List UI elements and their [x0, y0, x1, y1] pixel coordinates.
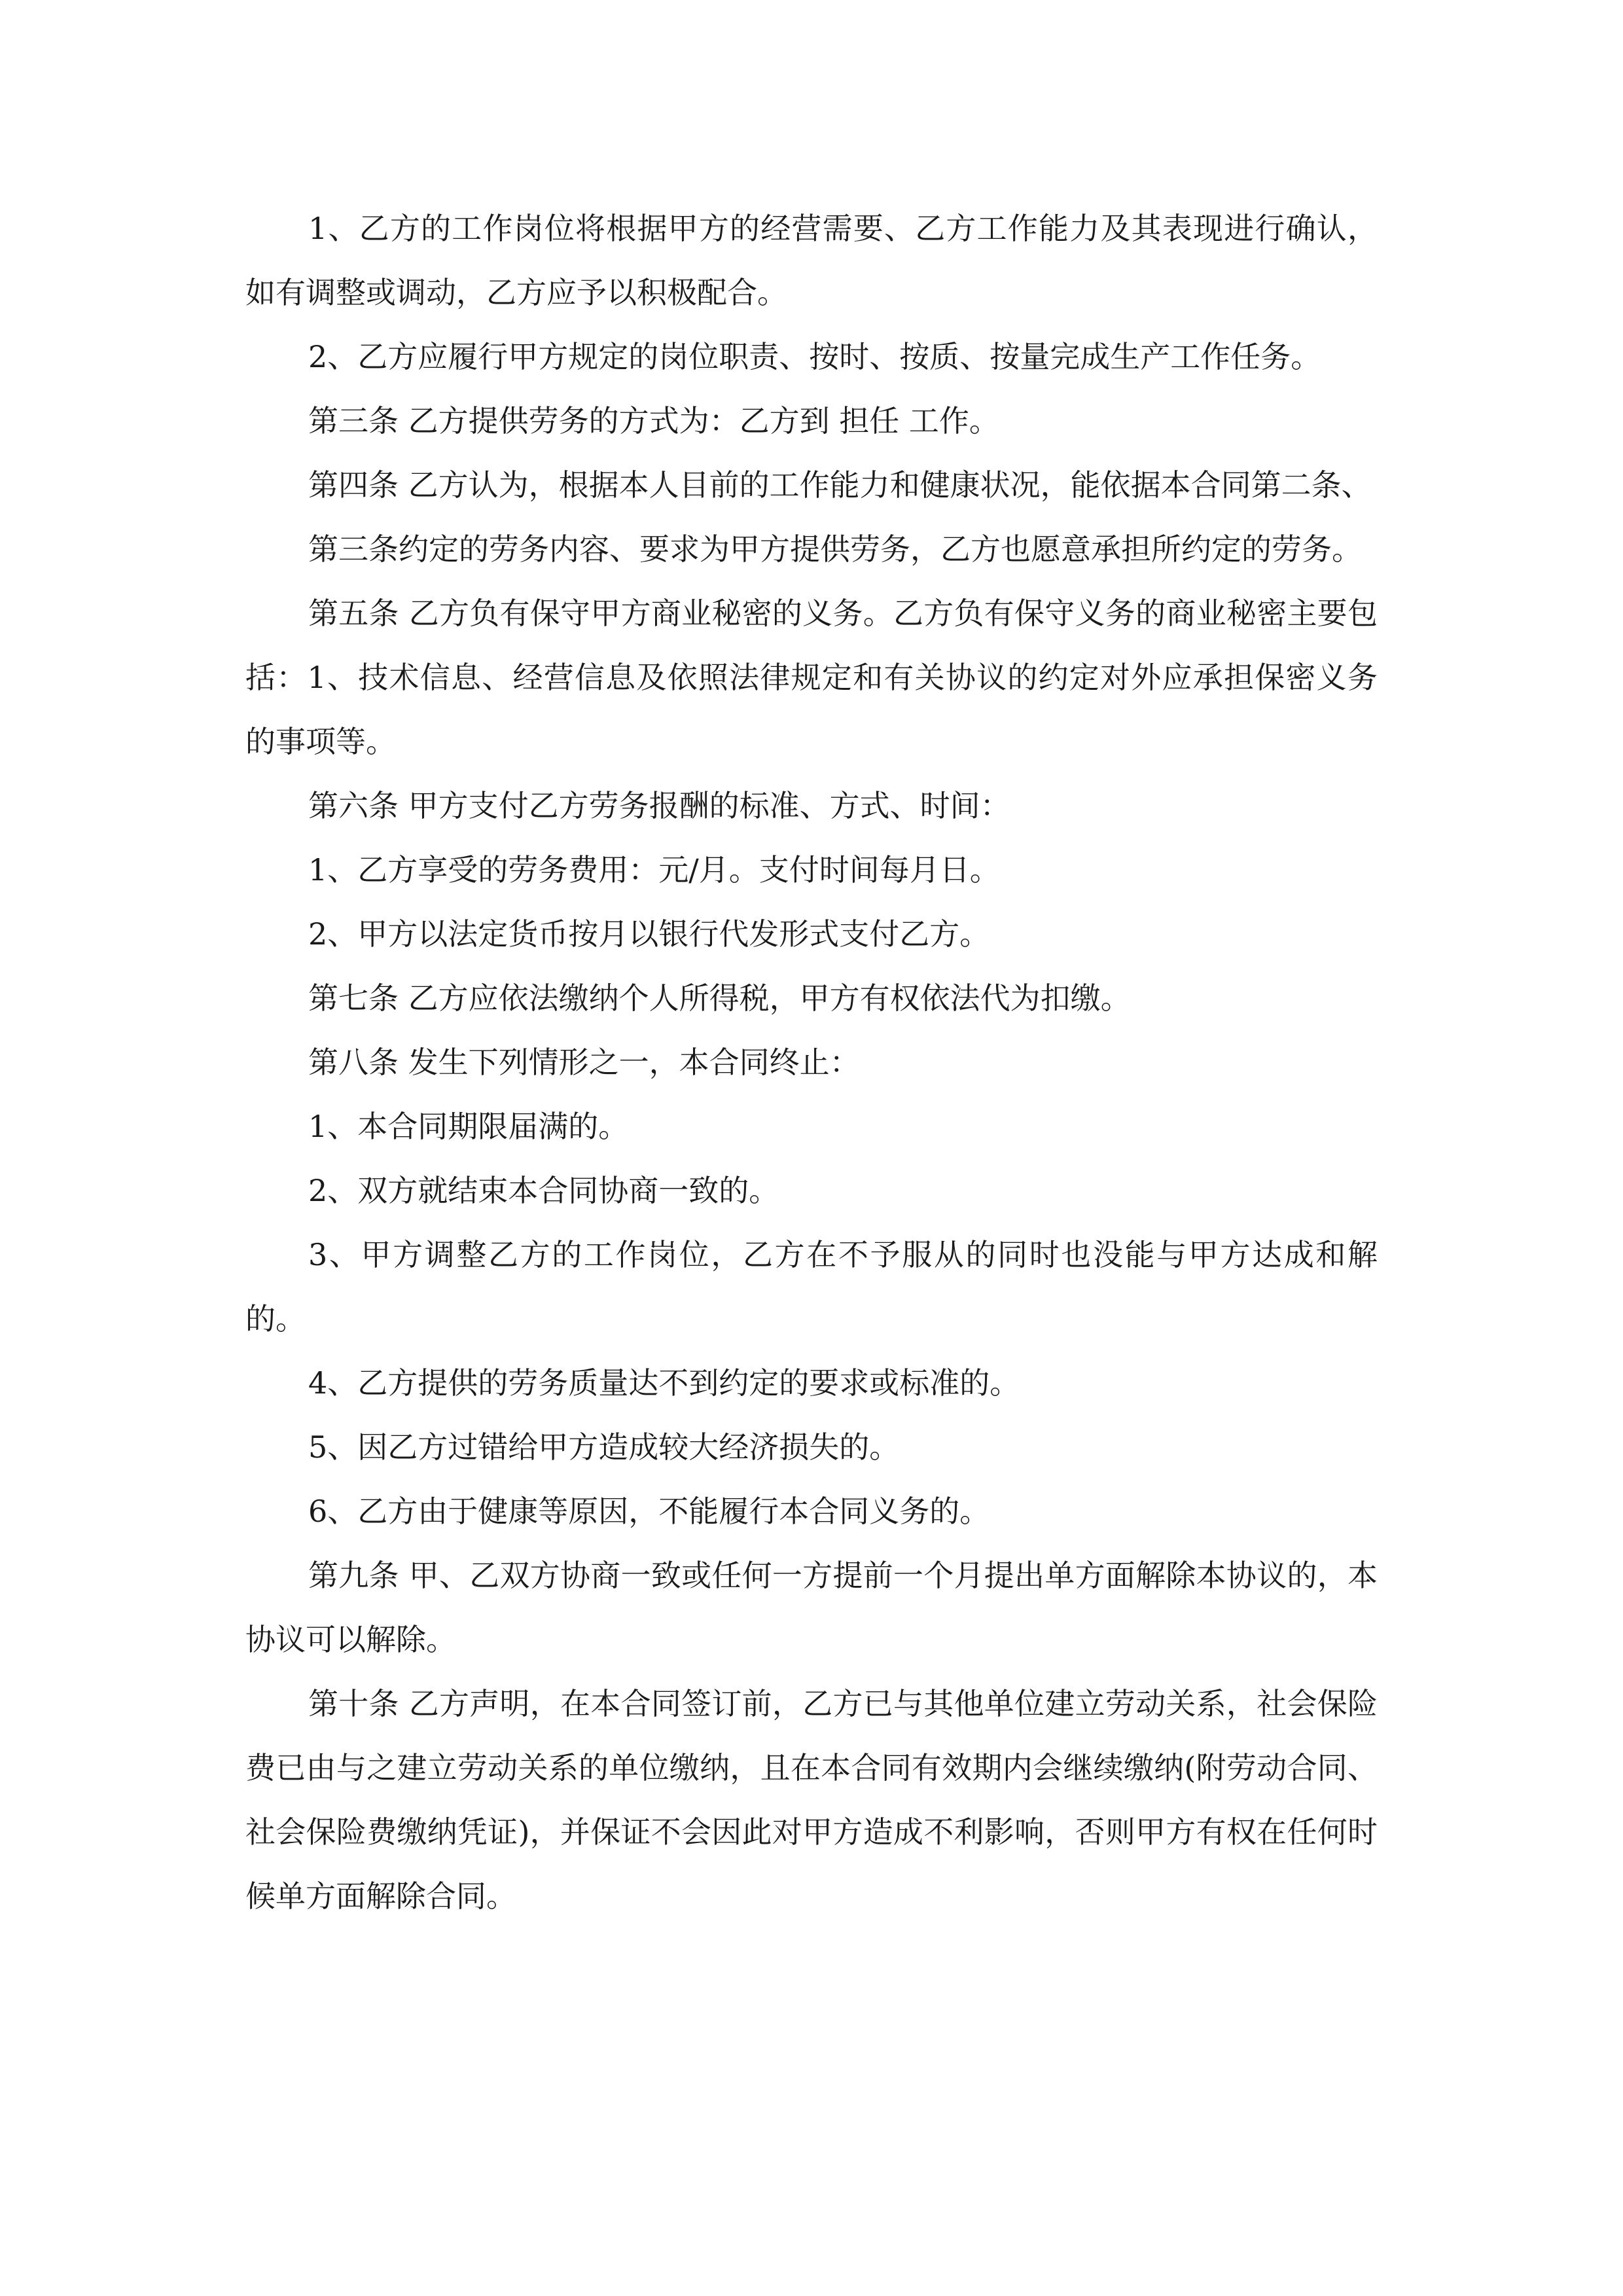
document-body	[245, 196, 1378, 1928]
paragraph-clause-2-item-1: 1、乙方的工作岗位将根据甲方的经营需要、乙方工作能力及其表现进行确认，如有调整或调动，乙方应予以积极配合。	[245, 211, 1378, 310]
paragraph-article-8-item-3: 3、甲方调整乙方的工作岗位，乙方在不予服从的同时也没能与甲方达成和解的。	[245, 1237, 1378, 1336]
paragraph-article-8-item-6: 6、乙方由于健康等原因，不能履行本合同义务的。	[308, 1494, 990, 1529]
paragraph-article-8-item-5: 5、因乙方过错给甲方造成较大经济损失的。	[308, 1429, 900, 1465]
paragraph-article-9: 第九条 甲、乙双方协商一致或任何一方提前一个月提出单方面解除本协议的，本协议可以解除。	[245, 1558, 1378, 1657]
paragraph-article-10: 第十条 乙方声明，在本合同签订前，乙方已与其他单位建立劳动关系，社会保险费已由与之建立劳动关系的单位缴纳，且在本合同有效期内会继续缴纳(附劳动合同、社会保险费缴纳凭证)，并保证不会因此对甲方造成不利影响，否则甲方有权在任何时候单方面解除合同。	[245, 1686, 1378, 1914]
paragraph-article-8: 第八条 发生下列情形之一，本合同终止：	[308, 1045, 860, 1080]
paragraph-article-8-item-1: 1、本合同期限届满的。	[308, 1109, 629, 1144]
paragraph-article-8-item-2: 2、双方就结束本合同协商一致的。	[308, 1173, 779, 1208]
paragraph-article-5: 第五条 乙方负有保守甲方商业秘密的义务。乙方负有保守义务的商业秘密主要包括：1、技术信息、经营信息及依照法律规定和有关协议的约定对外应承担保密义务的事项等。	[245, 596, 1378, 759]
paragraph-article-6-item-1: 1、乙方享受的劳务费用：元/月。支付时间每月日。	[308, 852, 1000, 888]
paragraph-article-6-item-2: 2、甲方以法定货币按月以银行代发形式支付乙方。	[308, 916, 990, 952]
paragraph-article-3: 第三条 乙方提供劳务的方式为：乙方到 担任 工作。	[308, 403, 999, 439]
paragraph-article-4-continued: 第三条约定的劳务内容、要求为甲方提供劳务，乙方也愿意承担所约定的劳务。	[308, 531, 1362, 567]
paragraph-article-7: 第七条 乙方应依法缴纳个人所得税，甲方有权依法代为扣缴。	[308, 980, 1131, 1016]
paragraph-article-4: 第四条 乙方认为，根据本人目前的工作能力和健康状况，能依据本合同第二条、	[308, 467, 1372, 503]
paragraph-article-6: 第六条 甲方支付乙方劳务报酬的标准、方式、时间：	[308, 788, 1010, 823]
paragraph-article-8-item-4: 4、乙方提供的劳务质量达不到约定的要求或标准的。	[308, 1365, 1020, 1401]
paragraph-clause-2-item-2: 2、乙方应履行甲方规定的岗位职责、按时、按质、按量完成生产工作任务。	[308, 339, 1321, 374]
